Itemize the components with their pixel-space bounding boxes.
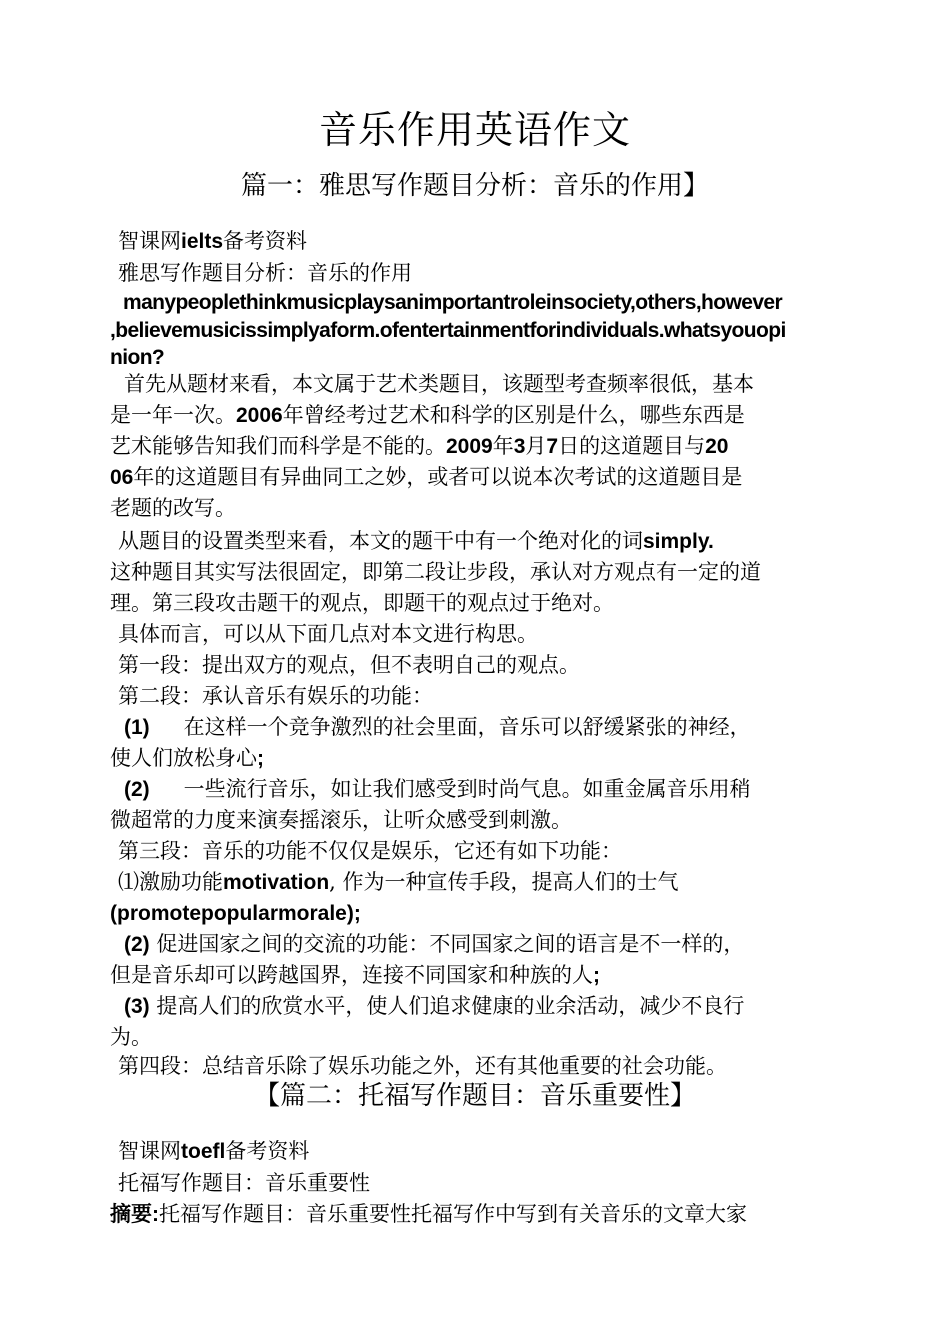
- outline-paragraph-3: 第三段：音乐的功能不仅仅是娱乐，它还有如下功能：: [118, 839, 622, 863]
- paragraph-1-line-1: 首先从题材来看，本文属于艺术类题目，该题型考查频率很低，基本: [124, 372, 754, 396]
- list-item-1-line-2: 使人们放松身心;: [110, 746, 264, 770]
- paragraph-2-line-2: 这种题目其实写法很固定，即第二段让步段，承认对方观点有一定的道: [110, 560, 761, 584]
- essay-prompt-line-3: nion?: [110, 346, 165, 369]
- function-1-line-2: (promotepopularmorale);: [110, 902, 361, 925]
- document-title: 音乐作用英语作文: [318, 108, 631, 152]
- function-1-line-1: ⑴激励功能motivation, 作为一种宣传手段，提高人们的士气: [118, 870, 679, 894]
- abstract-line: 摘要:托福写作题目：音乐重要性托福写作中写到有关音乐的文章大家: [110, 1202, 747, 1226]
- function-3-line-1: (3) 提高人们的欣赏水平，使人们追求健康的业余活动，减少不良行: [124, 994, 745, 1018]
- paragraph-3: 具体而言，可以从下面几点对本文进行构思。: [118, 622, 538, 646]
- paragraph-1-line-4: 06年的这道题目有异曲同工之妙，或者可以说本次考试的这道题目是: [110, 465, 743, 489]
- essay-prompt-line-2: ,believemusicissimplyaform.ofentertainmentforindividuals.whatsyouopi: [110, 319, 786, 342]
- paragraph-1-line-2: 是一年一次。2006年曾经考过艺术和科学的区别是什么，哪些东西是: [110, 403, 745, 427]
- topic-line-2: 托福写作题目：音乐重要性: [118, 1171, 370, 1195]
- function-2-line-2: 但是音乐却可以跨越国界，连接不同国家和种族的人;: [110, 963, 600, 987]
- function-2-line-1: (2) 促进国家之间的交流的功能：不同国家之间的语言是不一样的，: [124, 932, 745, 956]
- essay-prompt-line-1: manypeoplethinkmusicplaysanimportantroleinsociety,others,however: [123, 291, 783, 314]
- outline-paragraph-4: 第四段：总结音乐除了娱乐功能之外，还有其他重要的社会功能。: [118, 1054, 727, 1078]
- section-1-heading: 篇一：雅思写作题目分析：音乐的作用】: [240, 171, 709, 201]
- outline-paragraph-1: 第一段：提出双方的观点，但不表明自己的观点。: [118, 653, 580, 677]
- list-item-2-line-2: 微超常的力度来演奏摇滚乐，让听众感受到刺激。: [110, 808, 572, 832]
- list-item-2-line-1: (2) 一些流行音乐，如让我们感受到时尚气息。如重金属音乐用稍: [124, 777, 751, 801]
- paragraph-2-line-3: 理。第三段攻击题干的观点，即题干的观点过于绝对。: [110, 591, 614, 615]
- topic-line-1: 雅思写作题目分析：音乐的作用: [118, 261, 412, 285]
- outline-paragraph-2: 第二段：承认音乐有娱乐的功能：: [118, 684, 433, 708]
- list-item-1-line-1: (1) 在这样一个竞争激烈的社会里面，音乐可以舒缓紧张的神经，: [124, 715, 751, 739]
- source-line-2: 智课网toefl备考资料: [118, 1139, 310, 1163]
- paragraph-1-line-5: 老题的改写。: [110, 496, 236, 520]
- function-3-line-2: 为。: [110, 1025, 152, 1049]
- source-line-1: 智课网ielts备考资料: [118, 229, 308, 253]
- section-2-heading: 【篇二：托福写作题目：音乐重要性】: [253, 1081, 696, 1111]
- paragraph-2-line-1: 从题目的设置类型来看，本文的题干中有一个绝对化的词simply.: [118, 529, 714, 553]
- paragraph-1-line-3: 艺术能够告知我们而科学是不能的。2009年3月7日的这道题目与20: [110, 434, 729, 458]
